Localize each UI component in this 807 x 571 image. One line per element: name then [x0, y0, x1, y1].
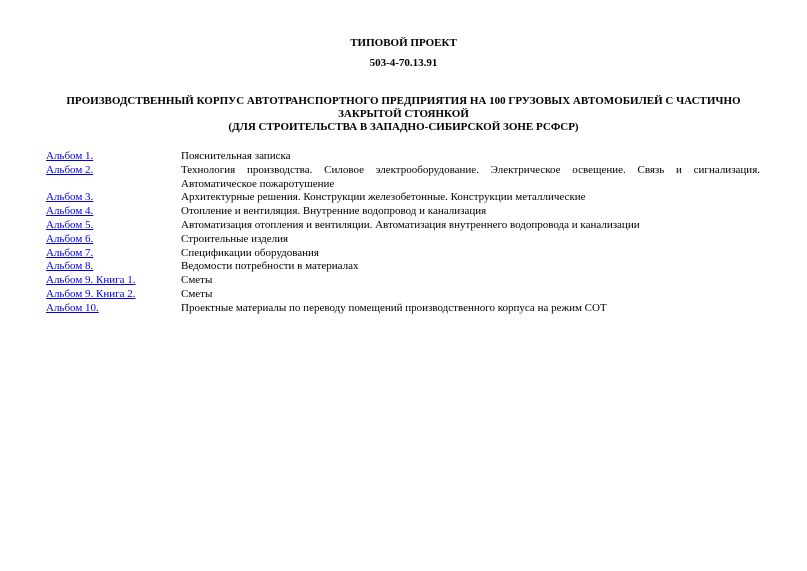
document-title-line: (ДЛЯ СТРОИТЕЛЬСТВА В ЗАПАДНО-СИБИРСКОЙ ЗОНЕ РСФСР) — [228, 121, 579, 133]
album-description: Строительные изделия — [181, 232, 289, 245]
document-code: 503-4-70.13.91 — [369, 57, 438, 69]
album-description: Спецификации оборудования — [181, 246, 319, 259]
album-row — [46, 219, 760, 233]
album-row — [46, 233, 760, 247]
album-row — [46, 247, 760, 261]
album-row — [46, 260, 760, 274]
album-link[interactable]: Альбом 9. Книга 1. — [46, 274, 136, 287]
album-link[interactable]: Альбом 10. — [46, 301, 99, 314]
document-title — [60, 95, 747, 134]
album-row — [46, 288, 760, 302]
album-row — [46, 164, 760, 192]
album-description: Проектные материалы по переводу помещений производственного корпуса на режим СОТ — [181, 301, 607, 314]
album-row — [46, 150, 760, 164]
album-link[interactable]: Альбом 3. — [46, 191, 94, 204]
album-link[interactable]: Альбом 7. — [46, 246, 94, 259]
album-description: Архитектурные решения. Конструкции железобетонные. Конструкции металлические — [181, 191, 586, 204]
album-description: Технология производства. Силовое электрооборудование. Электрическое освещение. Связь и сигнализация. Автоматическое пожаротушение — [181, 163, 760, 190]
album-description: Отопление и вентиляция. Внутренние водопровод и канализация — [181, 205, 487, 218]
album-link[interactable]: Альбом 6. — [46, 232, 94, 245]
album-link[interactable]: Альбом 2. — [46, 163, 94, 176]
album-link[interactable]: Альбом 1. — [46, 150, 94, 162]
album-row — [46, 205, 760, 219]
album-description: Сметы — [181, 287, 213, 300]
album-row — [46, 274, 760, 288]
albums-table — [46, 150, 760, 316]
album-link[interactable]: Альбом 4. — [46, 205, 94, 218]
document-title-line: ЗАКРЫТОЙ СТОЯНКОЙ — [338, 108, 469, 120]
album-link[interactable]: Альбом 9. Книга 2. — [46, 287, 136, 300]
document-title-line: ПРОИЗВОДСТВЕННЫЙ КОРПУС АВТОТРАНСПОРТНОГО ПРЕДПРИЯТИЯ НА 100 ГРУЗОВЫХ АВТОМОБИЛЕЙ С ЧАСТИЧНО — [66, 95, 741, 107]
album-description: Ведомости потребности в материалах — [181, 260, 359, 273]
album-description: Сметы — [181, 274, 213, 287]
album-row — [46, 191, 760, 205]
album-description: Автоматизация отопления и вентиляции. Автоматизация внутреннего водопровода и канализации — [181, 218, 640, 231]
album-link[interactable]: Альбом 5. — [46, 218, 94, 231]
album-link[interactable]: Альбом 8. — [46, 260, 94, 273]
album-description: Пояснительная записка — [181, 150, 291, 162]
album-row — [46, 302, 760, 316]
document-type-heading: ТИПОВОЙ ПРОЕКТ — [350, 37, 457, 49]
